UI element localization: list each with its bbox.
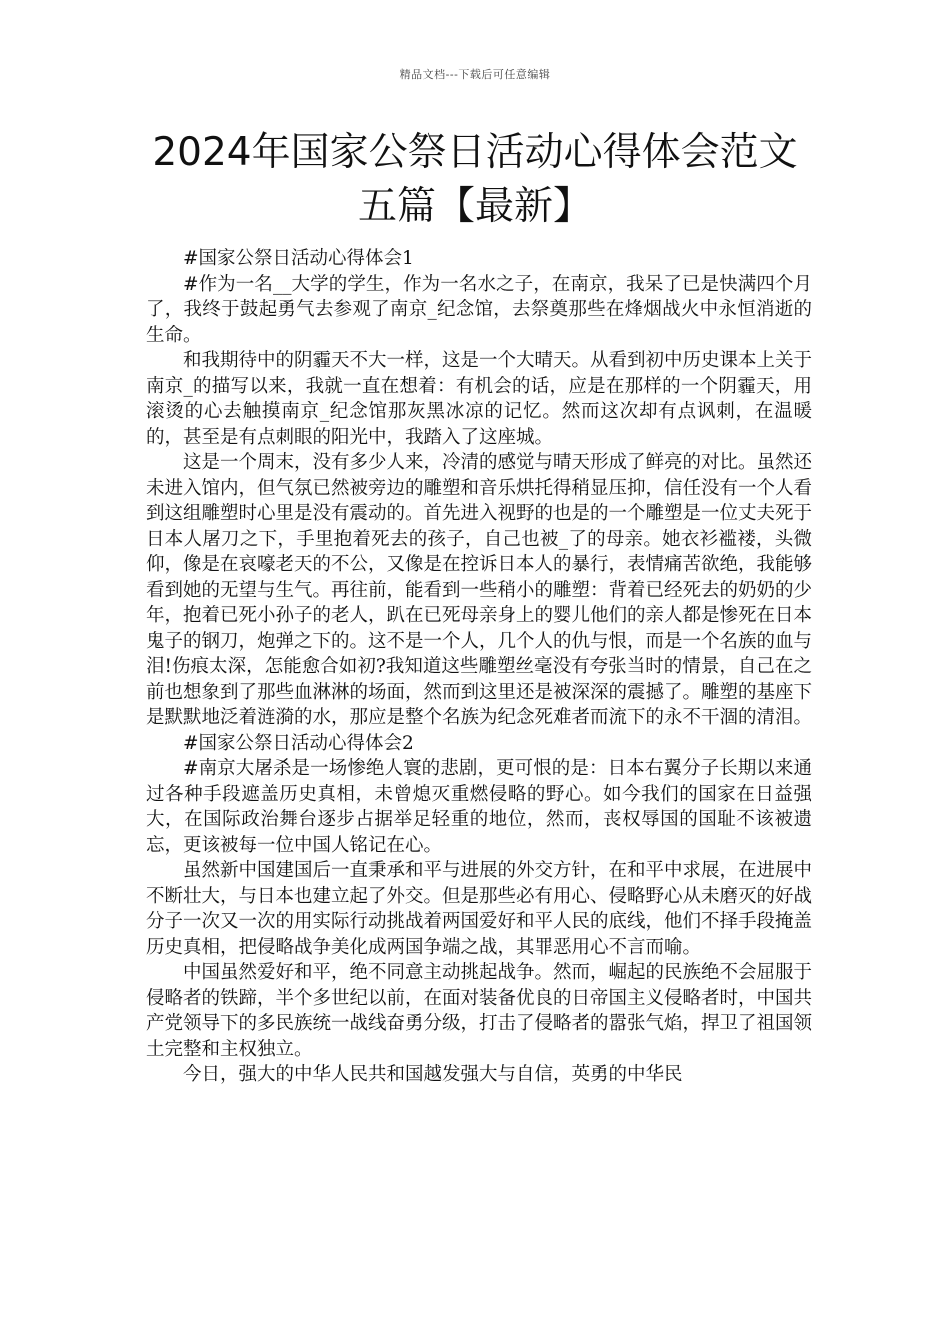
section-heading-2: #国家公祭日活动心得体会2	[183, 732, 414, 754]
header-note: 精品文档---下载后可任意编辑	[399, 68, 551, 81]
paragraph: #作为一名__大学的学生，作为一名水之子，在南京，我呆了已是快满四个月了，我终于鼓起勇气去参观了南京_纪念馆，去祭奠那些在烽烟战火中永恒消逝的生命。	[146, 273, 812, 346]
paragraph: 今日，强大的中华人民共和国越发强大与自信，英勇的中华民	[183, 1064, 683, 1085]
paragraph: 虽然新中国建国后一直秉承和平与进展的外交方针，在和平中求展，在进展中不断壮大，与日本也建立起了外交。但是那些必有用心、侵略野心从未磨灭的好战分子一次又一次的用实际行动挑战着两国爱好和平人民的底线，他们不择手段掩盖历史真相，把侵略战争美化成两国争端之战，其罪恶用心不言而喻。	[146, 860, 813, 958]
document-body	[146, 246, 812, 1088]
document-title: 2024年国家公祭日活动心得体会范文五篇【最新】	[152, 130, 798, 229]
section-heading-1: #国家公祭日活动心得体会1	[183, 248, 414, 269]
paragraph: 中国虽然爱好和平，绝不同意主动挑起战争。然而，崛起的民族绝不会屈服于侵略者的铁蹄，半个多世纪以前，在面对装备优良的日帝国主义侵略者时，中国共产党领导下的多民族统一战线奋勇分级，打击了侵略者的嚣张气焰，捍卫了祖国领土完整和主权独立。	[146, 962, 813, 1060]
paragraph: 这是一个周末，没有多少人来，冷清的感觉与晴天形成了鲜亮的对比。虽然还未进入馆内，但气氛已然被旁边的雕塑和音乐烘托得稍显压抑，信任没有一个人看到这组雕塑时心里是没有震动的。首先进入视野的也是的一个雕塑是一位丈夫死于日本人屠刀之下，手里抱着死去的孩子，自己也被_了的母亲。她衣衫褴褛，头微仰，像是在哀嚎老天的不公，又像是在控诉日本人的暴行，表情痛苦欲绝，我能够看到她的无望与生气。再往前，能看到一些稍小的雕塑：背着已经死去的奶奶的少年，抱着已死小孙子的老人，趴在已死母亲身上的婴儿他们的亲人都是惨死在日本鬼子的钢刀，炮弹之下的。这不是一个人，几个人的仇与恨，而是一个名族的血与泪!伤痕太深，怎能愈合如初?我知道这些雕塑丝毫没有夸张当时的情景，自己在之前也想象到了那些血淋淋的场面，然而到这里还是被深深的震撼了。雕塑的基座下是默默地泛着涟漪的水，那应是整个名族为纪念死难者而流下的永不干涸的清泪。	[146, 452, 813, 728]
paragraph: #南京大屠杀是一场惨绝人寰的悲剧，更可恨的是：日本右翼分子长期以来通过各种手段遮盖历史真相，未曾熄灭重燃侵略的野心。如今我们的国家在日益强大，在国际政治舞台逐步占据举足轻重的地位，然而，丧权辱国的国耻不该被遗忘，更该被每一位中国人铭记在心。	[146, 758, 812, 856]
paragraph: 和我期待中的阴霾天不大一样，这是一个大晴天。从看到初中历史课本上关于南京_的描写以来，我就一直在想着：有机会的话，应是在那样的一个阴霾天，用滚烫的心去触摸南京_纪念馆那灰黑冰凉的记忆。然而这次却有点讽刺，在温暖的，甚至是有点刺眼的阳光中，我踏入了这座城。	[146, 350, 813, 448]
